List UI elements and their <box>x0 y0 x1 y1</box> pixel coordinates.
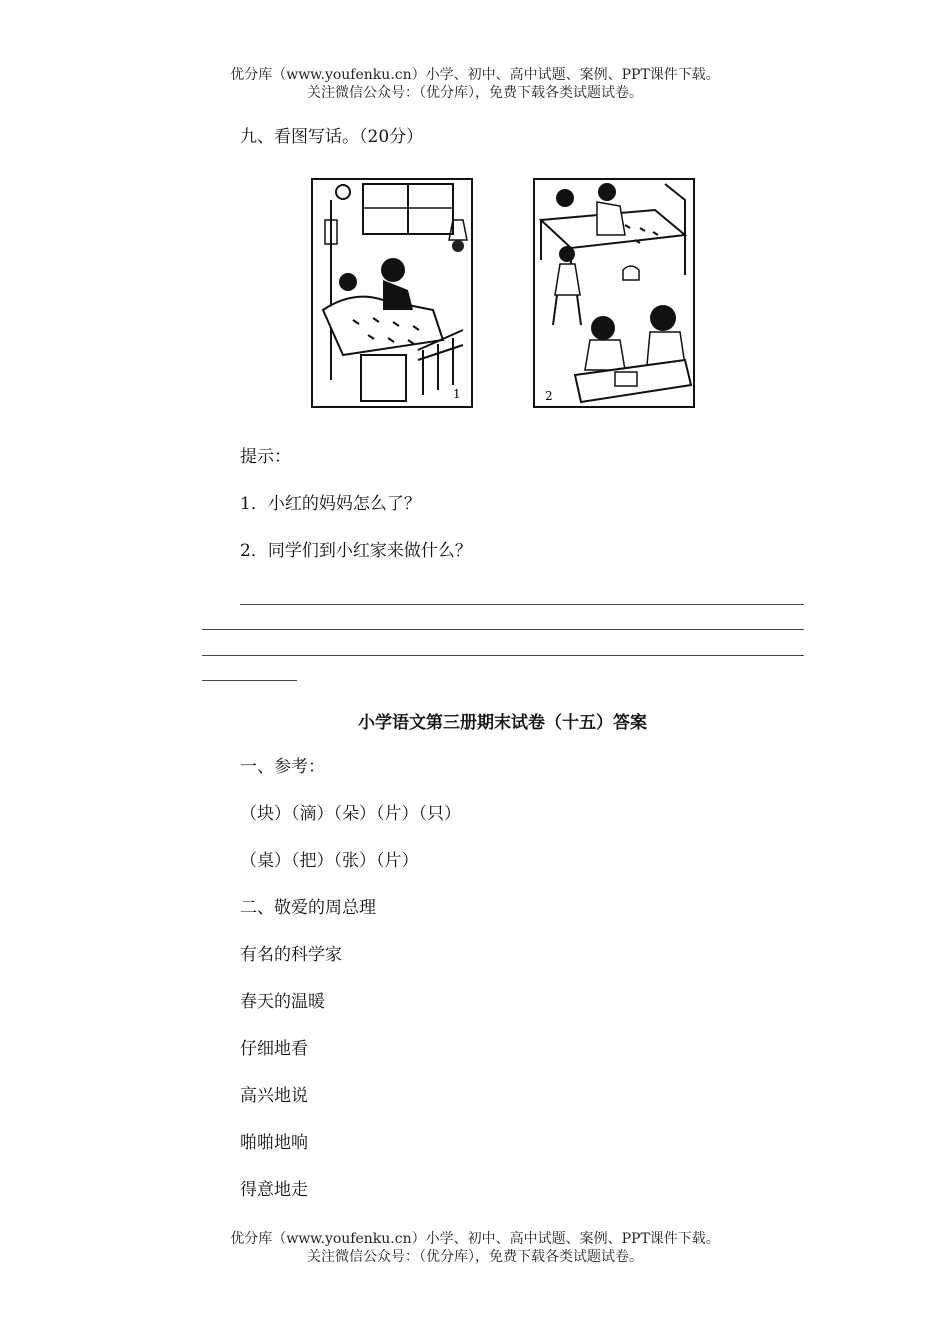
answer-item: 得意地走 <box>240 1180 308 1200</box>
answer-item: 仔细地看 <box>240 1039 308 1059</box>
picture-2-label: 2 <box>545 389 553 403</box>
answer-part-1-heading: 一、参考： <box>240 757 325 777</box>
writing-line-1[interactable] <box>240 604 804 605</box>
footer-line-1: 优分库（www.youfenku.cn）小学、初中、高中试题、案例、PPT课件下载。 <box>230 1231 720 1247</box>
page-header <box>0 66 950 102</box>
answer-part-1-row-1: （块）（滴）（朵）（片）（只） <box>240 804 461 824</box>
page-footer <box>0 1230 950 1266</box>
section-9-heading: 九、看图写话。（20分） <box>240 127 424 147</box>
header-line-1: 优分库（www.youfenku.cn）小学、初中、高中试题、案例、PPT课件下载。 <box>230 67 720 83</box>
answer-item: 啪啪地响 <box>240 1133 308 1153</box>
illustration-hospital <box>311 178 473 408</box>
footer-line-2: 关注微信公众号：（优分库），免费下载各类试题试卷。 <box>307 1249 643 1265</box>
writing-line-2[interactable] <box>202 629 804 630</box>
picture-1-label: 1 <box>453 387 461 401</box>
header-line-2: 关注微信公众号：（优分库），免费下载各类试题试卷。 <box>307 85 643 101</box>
illustration-classmates <box>533 178 695 408</box>
answer-item: 有名的科学家 <box>240 945 342 965</box>
answer-part-1-row-2: （桌）（把）（张）（片） <box>240 851 419 871</box>
hint-item-2: 2．同学们到小红家来做什么？ <box>240 541 472 561</box>
writing-line-4[interactable] <box>202 680 297 681</box>
answer-item: 高兴地说 <box>240 1086 308 1106</box>
hint-item-1: 1．小红的妈妈怎么了？ <box>240 494 421 514</box>
answer-title: 小学语文第三册期末试卷（十五）答案 <box>358 713 647 733</box>
answer-part-2-heading: 二、敬爱的周总理 <box>240 898 376 918</box>
writing-line-3[interactable] <box>202 655 804 656</box>
answer-item: 春天的温暖 <box>240 992 325 1012</box>
hint-label: 提示： <box>240 447 291 467</box>
